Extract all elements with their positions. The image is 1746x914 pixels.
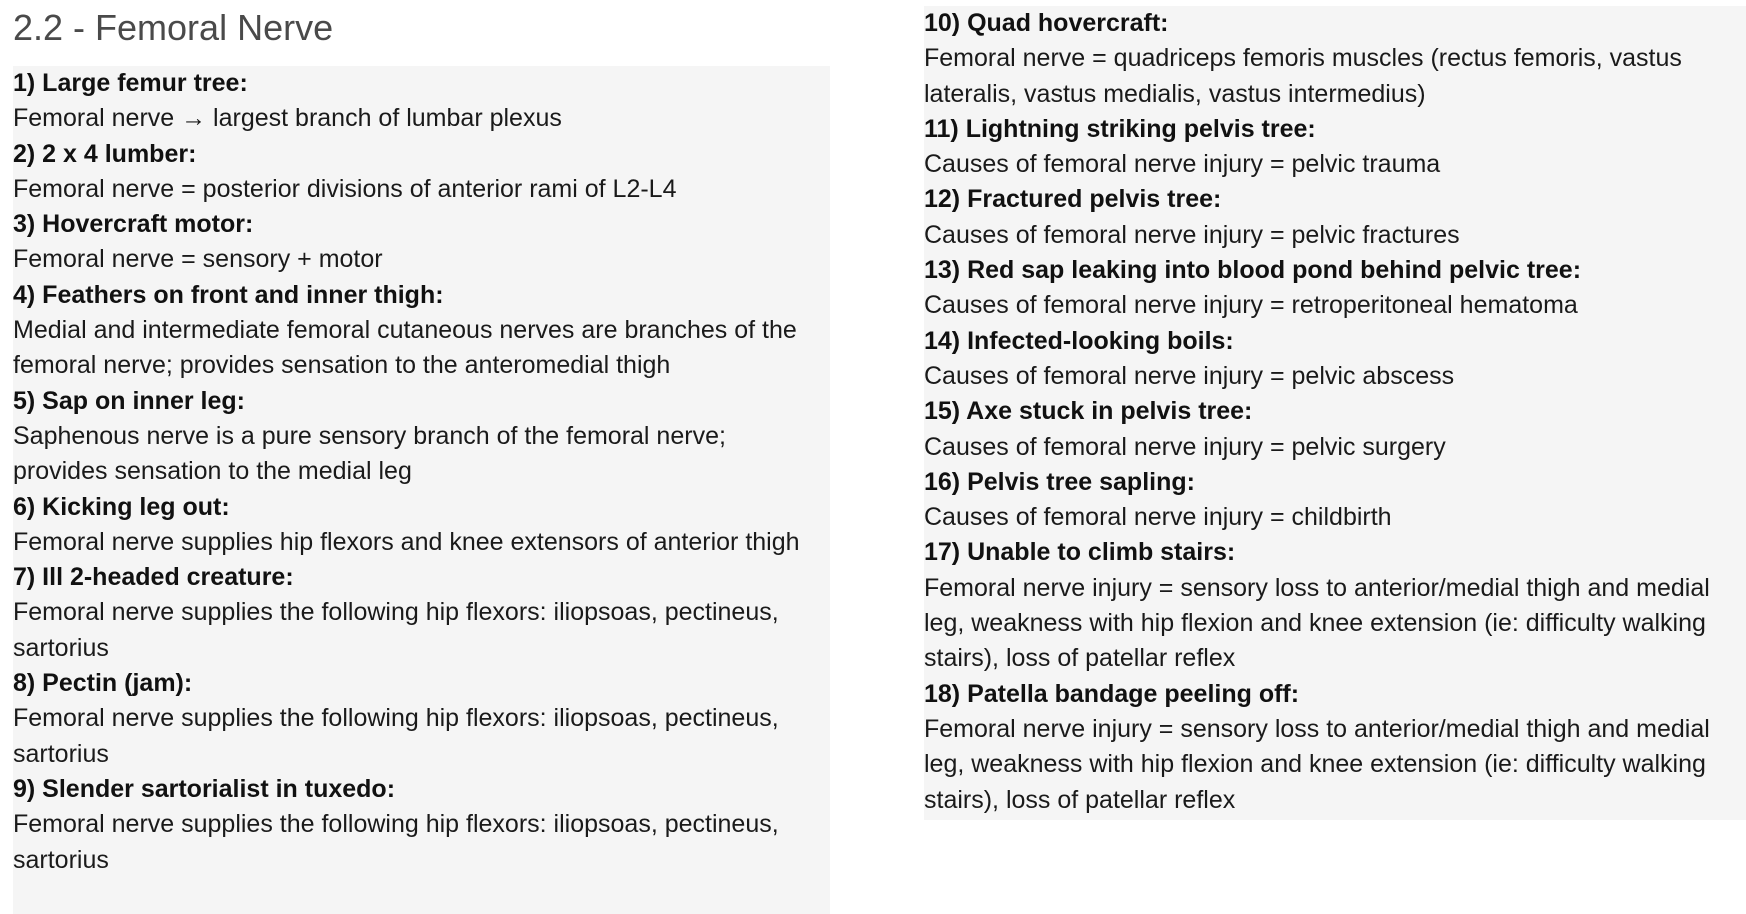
page-title: 2.2 - Femoral Nerve (13, 7, 334, 48)
entry-text: Femoral nerve → largest branch of lumbar plexus (13, 104, 562, 133)
entry-text: Causes of femoral nerve injury = pelvic surgery (924, 432, 1446, 461)
entry-text: Femoral nerve = sensory + motor (13, 245, 383, 274)
entry-text: Femoral nerve supplies the following hip flexors: iliopsoas, pectineus, sartorius (13, 704, 779, 768)
entry-heading: 17) Unable to climb stairs: (924, 538, 1236, 567)
entry-heading: 15) Axe stuck in pelvis tree: (924, 397, 1253, 426)
entry-heading: 10) Quad hovercraft: (924, 9, 1169, 37)
entry-heading: 13) Red sap leaking into blood pond behind pelvic tree: (924, 256, 1582, 285)
entry-heading: 4) Feathers on front and inner thigh: (13, 280, 444, 309)
entry-heading: 5) Sap on inner leg: (13, 386, 245, 415)
entry-heading: 9) Slender sartorialist in tuxedo: (13, 774, 396, 803)
entry-heading: 16) Pelvis tree sapling: (924, 467, 1195, 496)
right-column (924, 6, 1746, 820)
entry-text: Femoral nerve injury = sensory loss to anterior/medial thigh and medial leg, weakness with hip flexion and knee extension (ie: difficulty walking stairs), loss of patellar reflex (924, 714, 1710, 814)
entry-text: Femoral nerve = quadriceps femoris muscles (rectus femoris, vastus lateralis, vastus medialis, vastus intermedius) (924, 44, 1682, 108)
entry-heading: 12) Fractured pelvis tree: (924, 185, 1222, 214)
entry-text: Causes of femoral nerve injury = pelvic abscess (924, 361, 1455, 390)
entry-text: Saphenous nerve is a pure sensory branch of the femoral nerve; provides sensation to the medial leg (13, 421, 726, 486)
entry-text: Femoral nerve = posterior divisions of anterior rami of L2-L4 (13, 174, 677, 203)
entry-heading: 3) Hovercraft motor: (13, 210, 254, 239)
entry-text: Causes of femoral nerve injury = childbirth (924, 503, 1392, 532)
entry-heading: 7) Ill 2-headed creature: (13, 563, 294, 592)
entry-heading: 14) Infected-looking boils: (924, 326, 1234, 355)
left-column (13, 66, 830, 914)
entry-heading: 6) Kicking leg out: (13, 492, 230, 521)
entry-text: Causes of femoral nerve injury = retroperitoneal hematoma (924, 291, 1578, 320)
entry-text: Medial and intermediate femoral cutaneous nerves are branches of the femoral nerve; provides sensation to the anteromedial thigh (13, 316, 797, 380)
entry-text: Femoral nerve supplies the following hip flexors: iliopsoas, pectineus, sartorius (13, 810, 779, 874)
entry-text: Femoral nerve supplies the following hip flexors: iliopsoas, pectineus, sartorius (13, 598, 779, 662)
entry-heading: 11) Lightning striking pelvis tree: (924, 114, 1316, 143)
entry-text: Causes of femoral nerve injury = pelvic fractures (924, 220, 1460, 249)
entry-text: Femoral nerve supplies hip flexors and knee extensors of anterior thigh (13, 527, 800, 556)
entry-heading: 2) 2 x 4 lumber: (13, 139, 197, 168)
entry-heading: 1) Large femur tree: (13, 69, 248, 97)
entry-heading: 8) Pectin (jam): (13, 669, 193, 698)
entry-text: Causes of femoral nerve injury = pelvic trauma (924, 150, 1441, 179)
entry-heading: 18) Patella bandage peeling off: (924, 679, 1300, 708)
entry-text: Femoral nerve injury = sensory loss to anterior/medial thigh and medial leg, weakness with hip flexion and knee extension (ie: difficulty walking stairs), loss of patellar reflex (924, 573, 1710, 673)
